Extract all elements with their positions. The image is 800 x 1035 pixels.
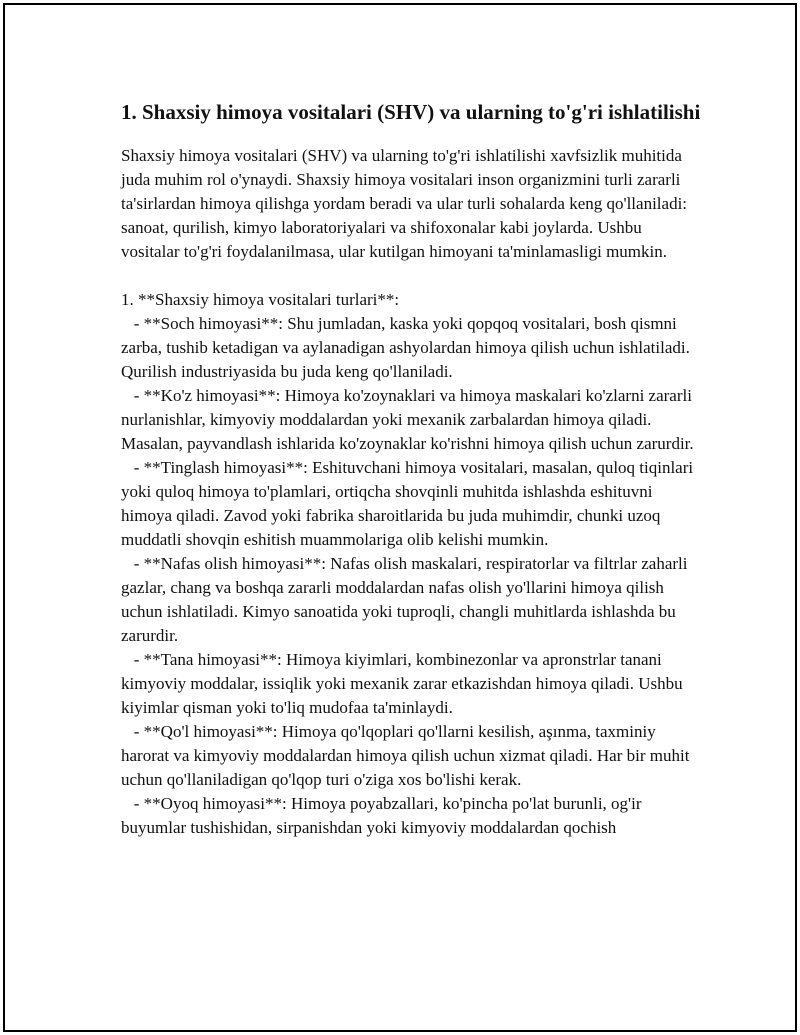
types-list <box>121 288 701 840</box>
list-item-head-protection: - **Soch himoyasi**: Shu jumladan, kaska yoki qopqoq vositalari, bosh qismni zarba, tushib ketadigan va aylanadigan ashyolardan himoya qilish uchun ishlatiladi. Qurilish industriyasida bu juda keng qo'llaniladi. <box>121 314 695 381</box>
list-item-hearing-protection: - **Tinglash himoyasi**: Eshituvchani himoya vositalari, masalan, quloq tiqinlari yoki quloq himoya to'plamlari, ortiqcha shovqinli muhitda ishlashda eshituvni himoya qiladi. Zavod yoki fabrika sharoitlarida bu juda muhimdir, chunki uzoq muddatli shovqin eshitish muammolariga olib kelishi mumkin. <box>121 458 698 549</box>
document-title: 1. Shaxsiy himoya vositalari (SHV) va ularning to'g'ri ishlatilishi <box>121 100 701 124</box>
list-item-body-protection: - **Tana himoyasi**: Himoya kiyimlari, kombinezonlar va apronstrlar tanani kimyoviy moddalar, issiqlik yoki mexanik zarar etkazishdan himoya qiladi. Ushbu kiyimlar qisman yoki to'liq mudofaa ta'minlaydi. <box>121 650 687 717</box>
page-frame <box>3 3 797 1032</box>
list-item-respiratory-protection: - **Nafas olish himoyasi**: Nafas olish maskalari, respiratorlar va filtrlar zaharli gazlar, chang va boshqa zararli moddalardan nafas olish yo'llarini himoya qilish uchun ishlatiladi. Kimyo sanoatida yoki tuproqli, changli muhitlarda ishlashda bu zarurdir. <box>121 554 692 645</box>
list-item-eye-protection: - **Ko'z himoyasi**: Himoya ko'zoynaklari va himoya maskalari ko'zlarni zararli nurlanishlar, kimyoviy moddalardan yoki mexanik zarbalardan himoya qiladi. Masalan, payvandlash ishlarida ko'zoynaklar ko'rishni himoya qilish uchun zarurdir. <box>121 386 697 453</box>
intro-paragraph: Shaxsiy himoya vositalari (SHV) va ularning to'g'ri ishlatilishi xavfsizlik muhitida juda muhim rol o'ynaydi. Shaxsiy himoya vositalari inson organizmini turli zararli ta'sirlardan himoya qilishga yordam beradi va ular turli sohalarda keng qo'llaniladi: sanoat, qurilish, kimyo laboratoriyalari va shifoxonalar kabi joylarda. Ushbu vositalar to'g'ri foydalanilmasa, ular kutilgan himoyani ta'minlamasligi mumkin. <box>121 146 688 261</box>
document-body <box>121 97 701 840</box>
list-item-foot-protection: - **Oyoq himoyasi**: Himoya poyabzallari, ko'pincha po'lat burunli, og'ir buyumlar tushishidan, sirpanishdan yoki kimyoviy moddalardan qochish <box>121 794 646 837</box>
list-heading: 1. **Shaxsiy himoya vositalari turlari**: <box>121 290 400 309</box>
list-item-hand-protection: - **Qo'l himoyasi**: Himoya qo'lqoplari qo'llarni kesilish, aşınma, taxminiy harorat va kimyoviy moddalardan himoya qilish uchun xizmat qiladi. Har bir muhit uchun qo'llaniladigan qo'lqop turi o'ziga xos bo'lishi kerak. <box>121 722 694 789</box>
